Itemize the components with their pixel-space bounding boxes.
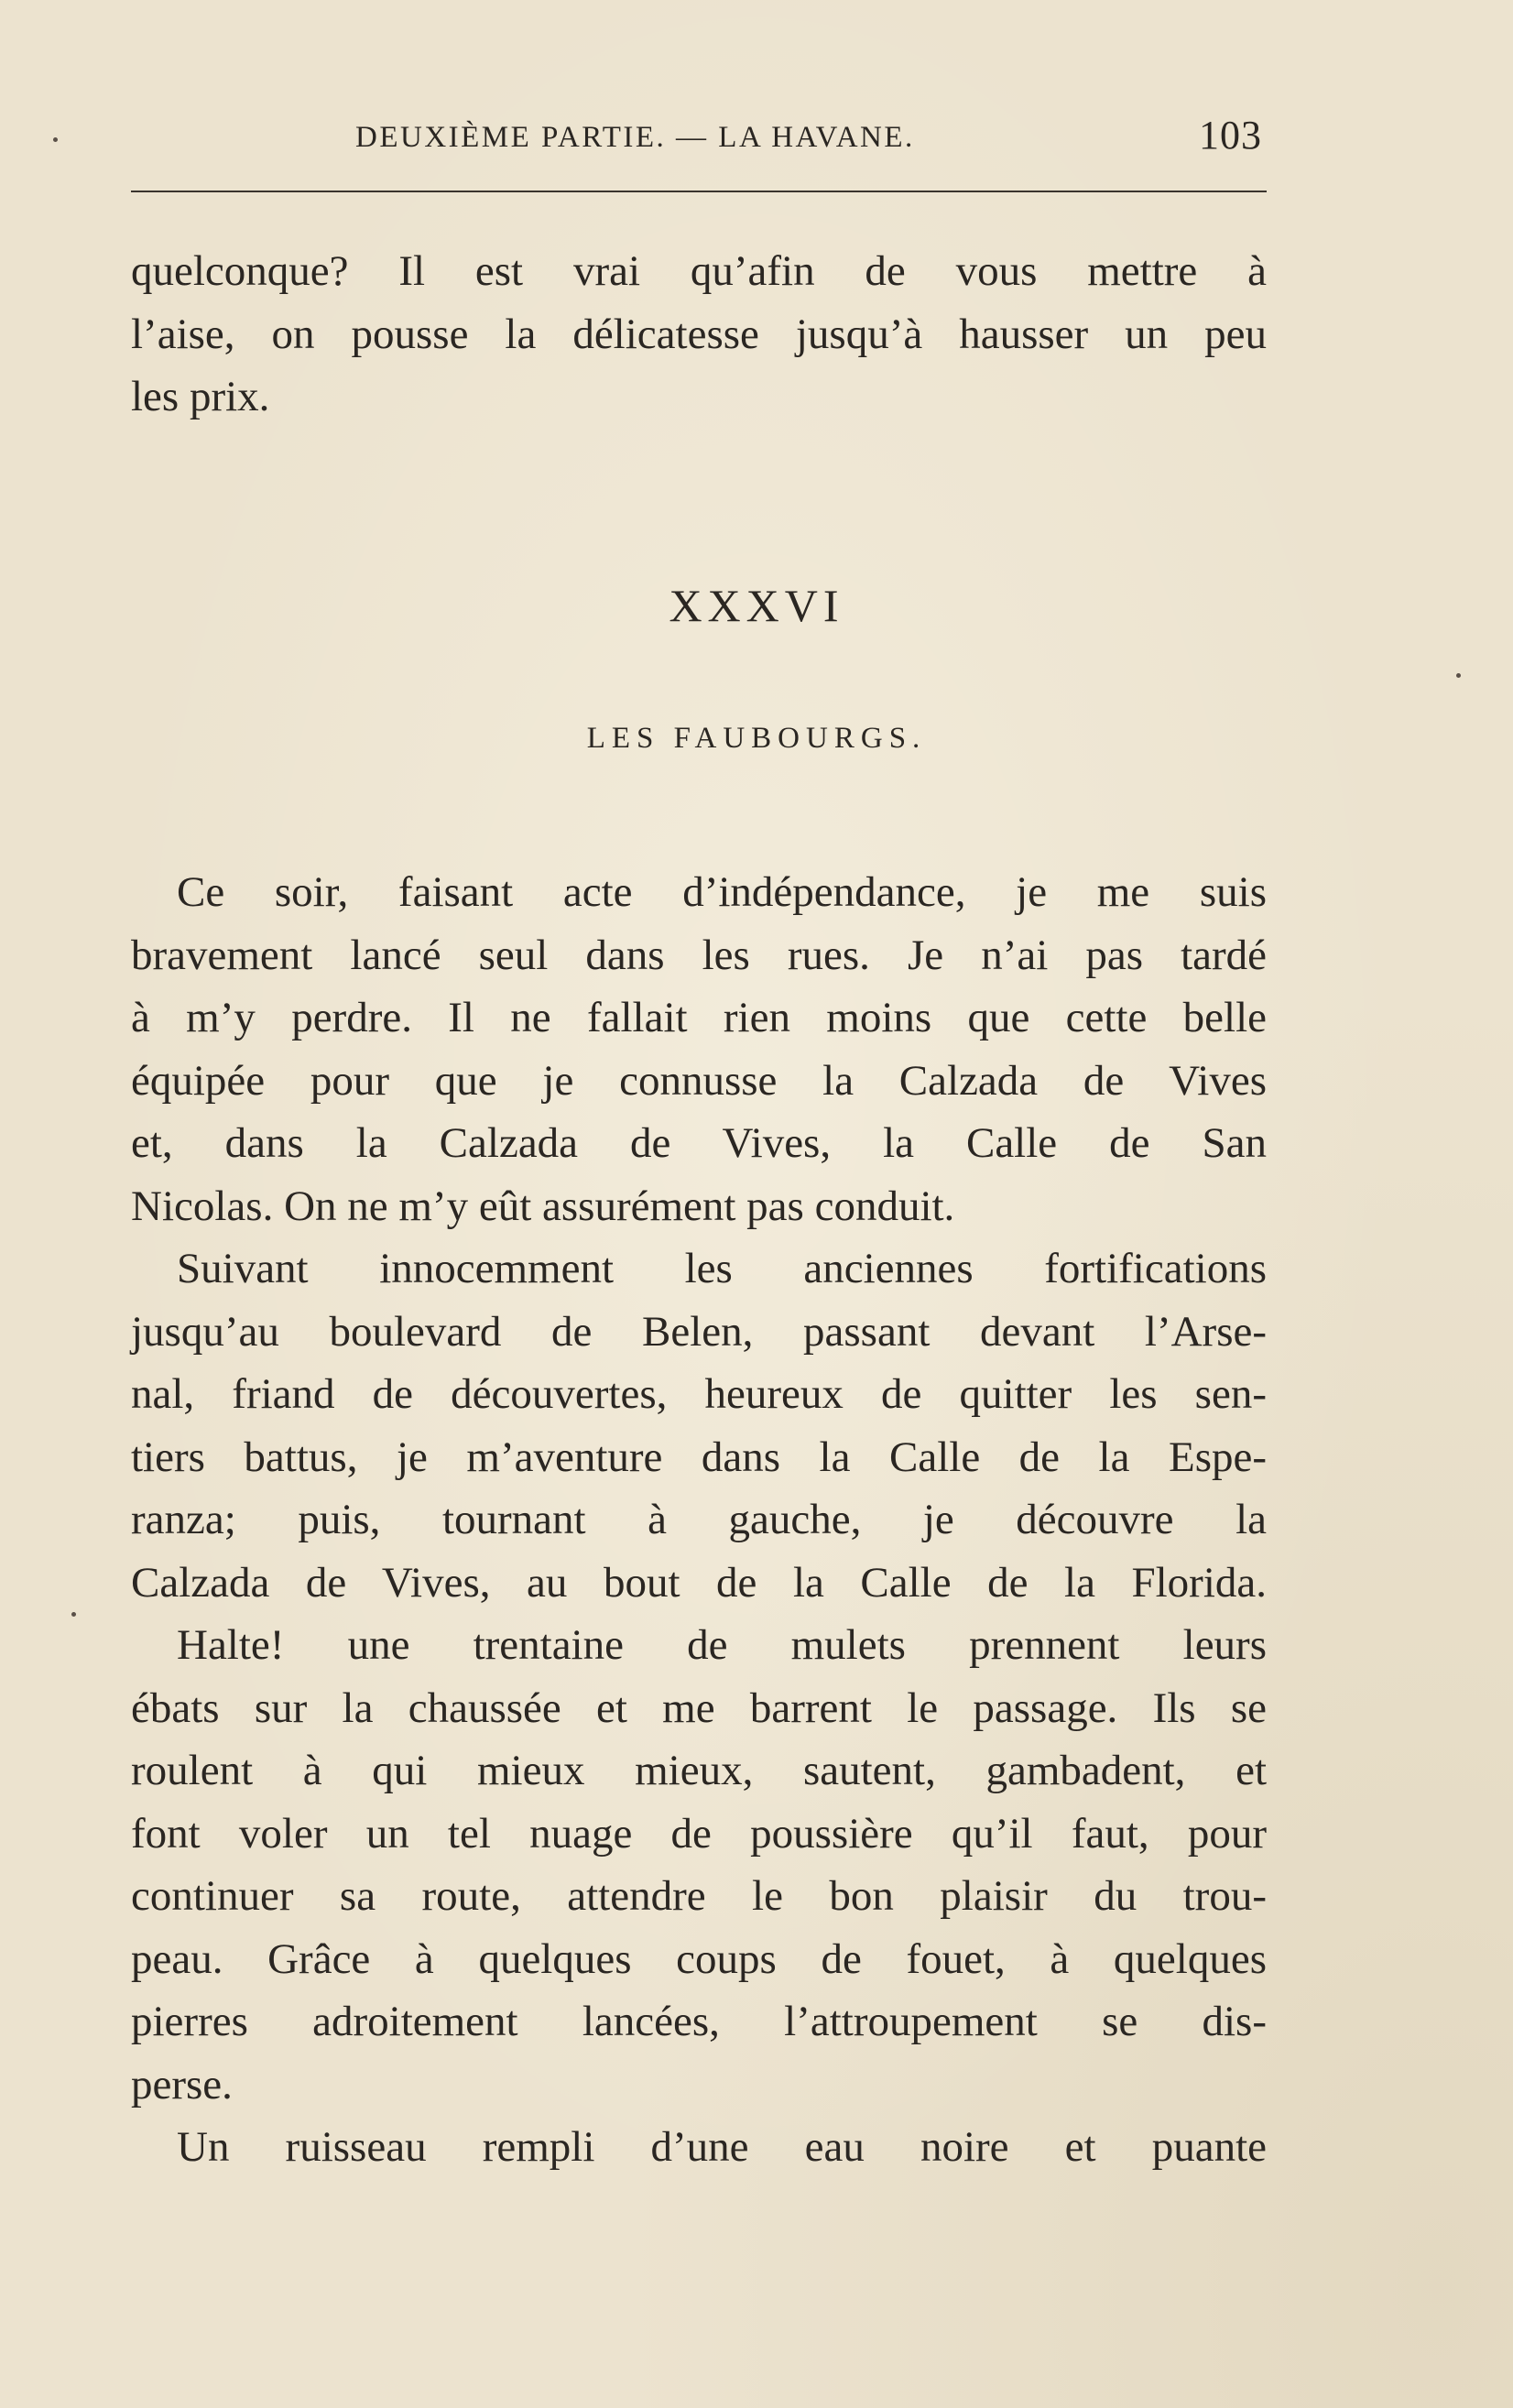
text-line: quelconque? Il est vrai qu’afin de vous mettre à [131,247,1267,295]
paper-speck [53,137,58,142]
text-line: et, dans la Calzada de Vives, la Calle de San [131,1119,1267,1167]
text-line: les prix. [131,373,270,420]
text-line: à m’y perdre. Il ne fallait rien moins que cette belle [131,994,1267,1041]
text-line: bravement lancé seul dans les rues. Je n’ai pas tardé [131,931,1267,979]
text-line: Halte! une trentaine de mulets prennent leurs [177,1621,1267,1669]
text-line: ranza; puis, tournant à gauche, je découvre la [131,1496,1267,1543]
text-line: Nicolas. On ne m’y eût assurément pas conduit. [131,1182,955,1230]
header-rule [131,191,1267,192]
text-line: roulent à qui mieux mieux, sautent, gambadent, et [131,1747,1267,1794]
text-line: ébats sur la chaussée et me barrent le passage. Ils se [131,1683,1267,1732]
paper-speck [1456,673,1461,678]
page-number: 103 [1199,113,1262,158]
text-line: nal, friand de découvertes, heureux de quitter les sen- [131,1370,1267,1418]
text-line: Un ruisseau rempli d’une eau noire et puante [177,2123,1267,2171]
chapter-title: LES FAUBOURGS. [586,722,927,755]
text-line: pierres adroitement lancées, l’attroupement se dis- [131,1998,1267,2045]
text-line: équipée pour que je connusse la Calzada de Vives [131,1056,1267,1105]
text-line: continuer sa route, attendre le bon plaisir du trou- [131,1872,1267,1920]
text-line: l’aise, on pousse la délicatesse jusqu’à hausser un peu [131,310,1267,358]
running-head [131,113,1271,161]
text-line: font voler un tel nuage de poussière qu’il faut, pour [131,1809,1267,1858]
text-line: perse. [131,2060,233,2108]
text-line: Calzada de Vives, au bout de la Calle de la Florida. [131,1558,1267,1607]
chapter-body [131,861,1267,2179]
paper-speck [71,1612,76,1617]
text-line: jusqu’au boulevard de Belen, passant devant l’Arse- [131,1307,1267,1356]
running-title: DEUXIÈME PARTIE. — LA HAVANE. [355,121,915,154]
text-line: peau. Grâce à quelques coups de fouet, à quelques [131,1934,1267,1983]
text-line: tiers battus, je m’aventure dans la Calle de la Espe- [131,1433,1267,1481]
opening-paragraph [131,240,1267,429]
chapter-number: XXXVI [669,580,844,631]
text-line: Suivant innocemment les anciennes fortifications [177,1245,1267,1292]
text-line: Ce soir, faisant acte d’indépendance, je me suis [177,868,1267,916]
